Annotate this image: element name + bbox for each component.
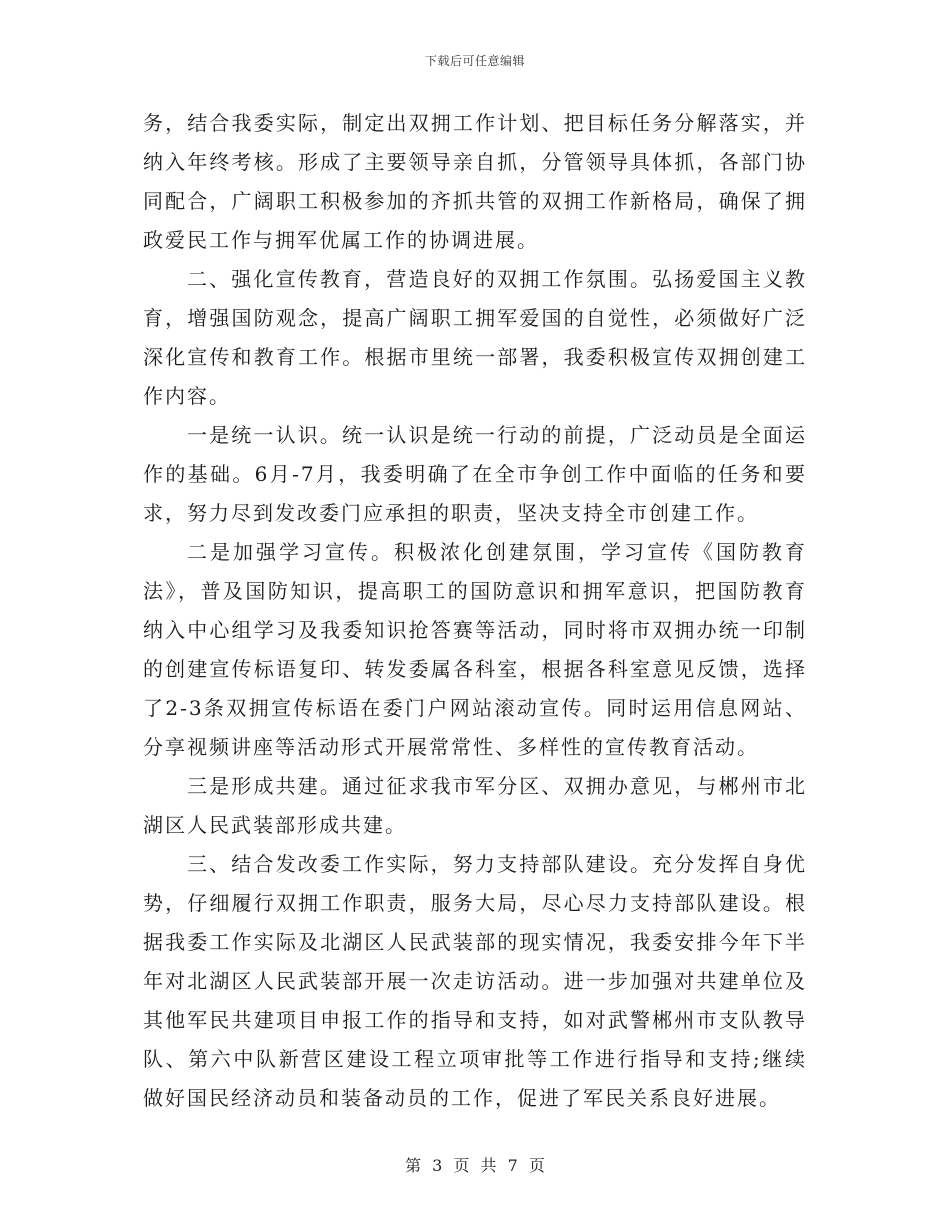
paragraph-5: 三是形成共建。通过征求我市军分区、双拥办意见，与郴州市北湖区人民武装部形成共建。 <box>143 774 807 837</box>
paragraph-1: 务，结合我委实际，制定出双拥工作计划、把目标任务分解落实，并纳入年终考核。形成了主要领导亲自抓，分管领导具体抓，各部门协同配合，广阔职工积极参加的齐抓共管的双拥工作新格局，确保了拥政爱民工作与拥军优属工作的协调进展。 <box>143 111 807 252</box>
page-footer: 第 3 页 共 7 页 <box>405 1156 545 1175</box>
paragraph-6: 三、结合发改委工作实际，努力支持部队建设。充分发挥自身优势，仔细履行双拥工作职责，服务大局，尽心尽力支持部队建设。根据我委工作实际及北湖区人民武装部的现实情况，我委安排今年下半年对北湖区人民武装部开展一次走访活动。进一步加强对共建单位及其他军民共建项目申报工作的指导和支持，如对武警郴州市支队教导队、第六中队新营区建设工程立项审批等工作进行指导和支持;继续做好国民经济动员和装备动员的工作，促进了军民关系良好进展。 <box>143 852 807 1110</box>
paragraph-4: 二是加强学习宣传。积极浓化创建氛围，学习宣传《国防教育法》，普及国防知识，提高职工的国防意识和拥军意识，把国防教育纳入中心组学习及我委知识抢答赛等活动，同时将市双拥办统一印制的创建宣传标语复印、转发委属各科室，根据各科室意见反馈，选择了2-3条双拥宣传标语在委门户网站滚动宣传。同时运用信息网站、分享视频讲座等活动形式开展常常性、多样性的宣传教育活动。 <box>143 540 807 759</box>
page-header: 下载后可任意编辑 <box>424 54 525 68</box>
paragraph-3: 一是统一认识。统一认识是统一行动的前提，广泛动员是全面运作的基础。6月-7月，我委明确了在全市争创工作中面临的任务和要求，努力尽到发改委门应承担的职责，坚决支持全市创建工作。 <box>143 423 807 525</box>
document-body <box>143 104 807 1118</box>
paragraph-2: 二、强化宣传教育，营造良好的双拥工作氛围。弘扬爱国主义教育，增强国防观念，提高广阔职工拥军爱国的自觉性，必须做好广泛深化宣传和教育工作。根据市里统一部署，我委积极宣传双拥创建工作内容。 <box>143 267 807 408</box>
